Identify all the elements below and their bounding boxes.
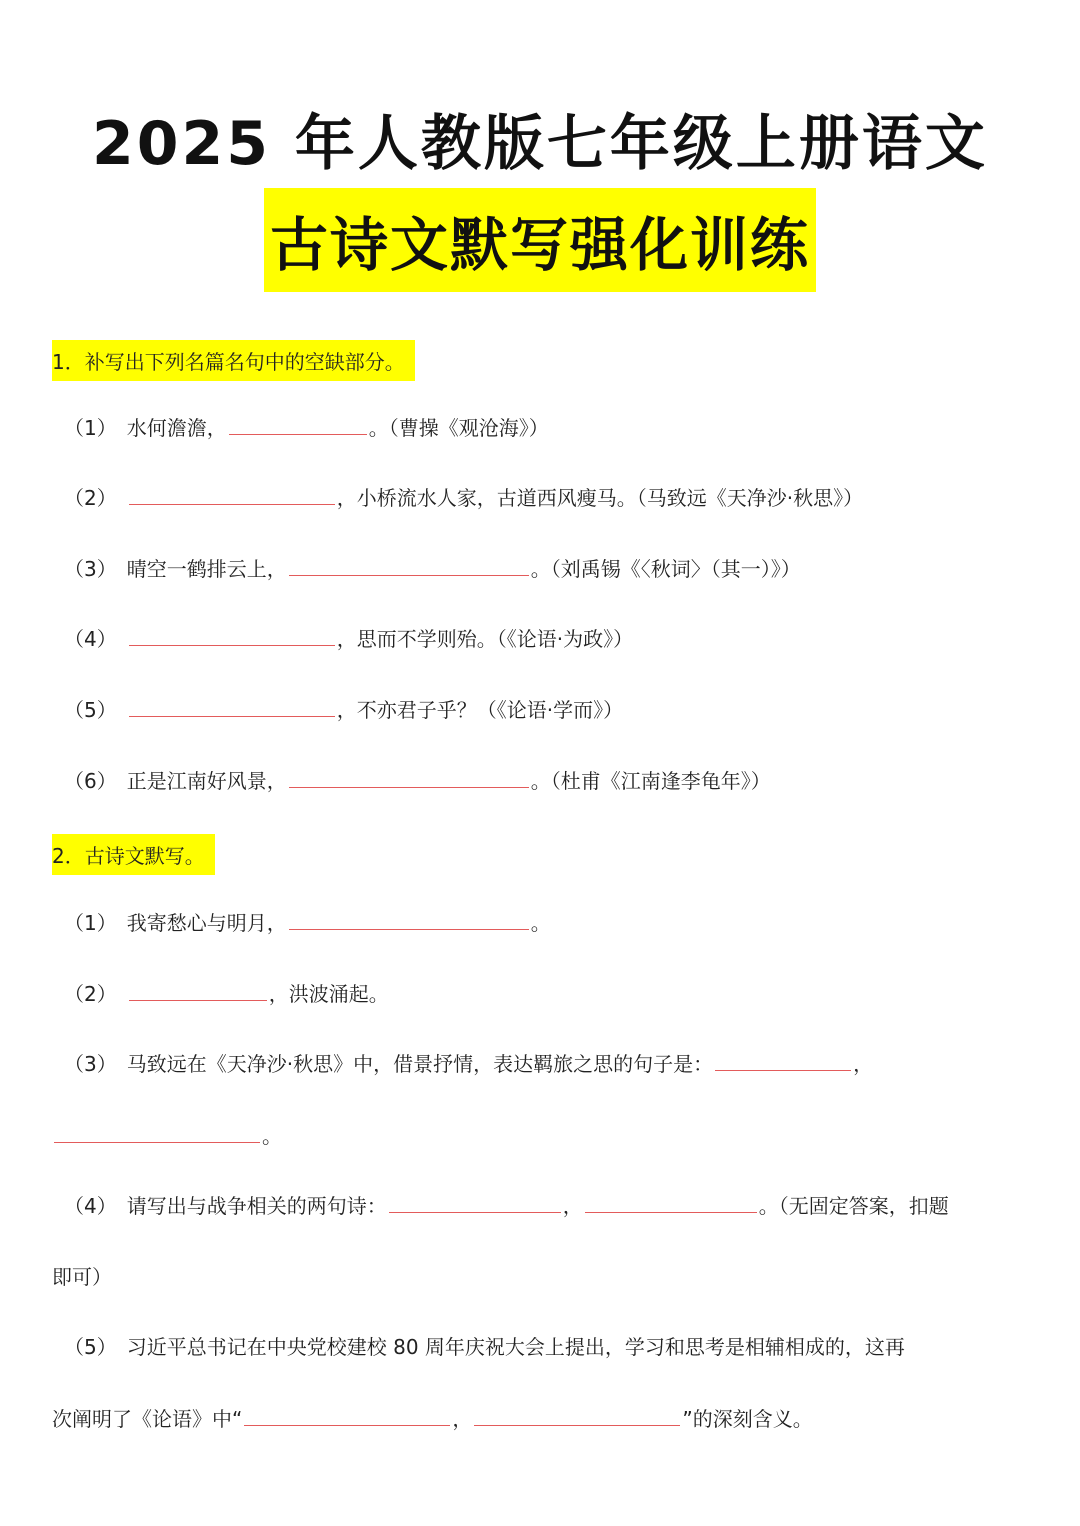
question-2-4	[64, 1190, 949, 1219]
answer-blank[interactable]	[715, 1049, 851, 1071]
question-number: （2）	[64, 982, 117, 1006]
question-text-pre: 晴空一鹤排云上，	[126, 557, 287, 581]
question-text-post: ，不亦君子乎？（《论语·学而》）	[336, 698, 624, 722]
answer-blank[interactable]	[389, 1191, 561, 1213]
answer-blank[interactable]	[289, 908, 529, 930]
question-number: （1）	[64, 911, 117, 935]
answer-blank[interactable]	[129, 624, 335, 646]
subtitle-wrap	[0, 188, 1080, 292]
question-2-5-continued	[52, 1403, 813, 1432]
question-text-post: 。（刘禹锡《〈秋词〉（其一）》）	[530, 557, 801, 581]
question-2-3	[64, 1048, 873, 1077]
question-number: （4）	[64, 1194, 117, 1218]
answer-blank[interactable]	[129, 695, 335, 717]
question-1-6	[64, 765, 771, 794]
question-text-pre: 习近平总书记在中央党校建校 80 周年庆祝大会上提出，学习和思考是相辅相成的，这再	[126, 1335, 905, 1359]
question-text-post: 。（曹操《观沧海》）	[368, 416, 549, 440]
question-2-1	[64, 907, 551, 936]
question-1-3	[64, 553, 801, 582]
question-text-post: 。	[530, 911, 551, 935]
question-1-5	[64, 694, 623, 723]
question-text-post: ”的深刻含义。	[682, 1407, 813, 1431]
answer-blank[interactable]	[289, 554, 529, 576]
document-subtitle: 古诗文默写强化训练	[264, 188, 816, 292]
question-text-mid: ，	[452, 1407, 473, 1431]
question-1-4	[64, 623, 633, 652]
answer-blank[interactable]	[289, 766, 529, 788]
question-text-mid: ，	[853, 1052, 874, 1076]
question-text-pre: 马致远在《天净沙·秋思》中，借景抒情，表达羁旅之思的句子是：	[126, 1052, 714, 1076]
question-number: （3）	[64, 1052, 117, 1076]
question-1-1	[64, 412, 549, 441]
question-2-5	[64, 1331, 905, 1360]
question-text-pre: 水何澹澹，	[126, 416, 227, 440]
question-number: （3）	[64, 557, 117, 581]
question-text-pre: 正是江南好风景，	[126, 769, 287, 793]
answer-blank[interactable]	[54, 1121, 260, 1143]
answer-blank[interactable]	[474, 1404, 680, 1426]
question-text-pre: 我寄愁心与明月，	[126, 911, 287, 935]
document-title: 2025 年人教版七年级上册语文	[92, 109, 988, 179]
question-number: （6）	[64, 769, 117, 793]
question-text-pre: 次阐明了《论语》中“	[52, 1407, 243, 1431]
question-2-3-continued	[52, 1120, 282, 1149]
answer-blank[interactable]	[229, 413, 367, 435]
question-number: （2）	[64, 486, 117, 510]
question-text-pre: 请写出与战争相关的两句诗：	[126, 1194, 387, 1218]
question-1-2	[64, 482, 863, 511]
question-text-post: ，小桥流水人家，古道西风瘦马。（马致远《天净沙·秋思》）	[336, 486, 864, 510]
question-2-2	[64, 978, 389, 1007]
question-number: （5）	[64, 1335, 117, 1359]
section-1-heading: 1．补写出下列名篇名句中的空缺部分。	[52, 340, 415, 381]
answer-blank[interactable]	[585, 1191, 757, 1213]
question-text-post: 。（无固定答案，扣题	[758, 1194, 949, 1218]
question-number: （4）	[64, 627, 117, 651]
answer-blank[interactable]	[129, 483, 335, 505]
question-text-post: ，洪波涌起。	[268, 982, 389, 1006]
answer-blank[interactable]	[129, 979, 267, 1001]
question-text-post: ，思而不学则殆。（《论语·为政》）	[336, 627, 634, 651]
question-text-post: 。	[262, 1124, 282, 1148]
question-text-mid: ，	[562, 1194, 583, 1218]
question-2-4-continued: 即可）	[52, 1265, 112, 1289]
question-text-post: 。（杜甫《江南逢李龟年》）	[530, 769, 771, 793]
question-number: （1）	[64, 416, 117, 440]
section-2-heading: 2．古诗文默写。	[52, 834, 215, 875]
question-number: （5）	[64, 698, 117, 722]
answer-blank[interactable]	[244, 1404, 450, 1426]
